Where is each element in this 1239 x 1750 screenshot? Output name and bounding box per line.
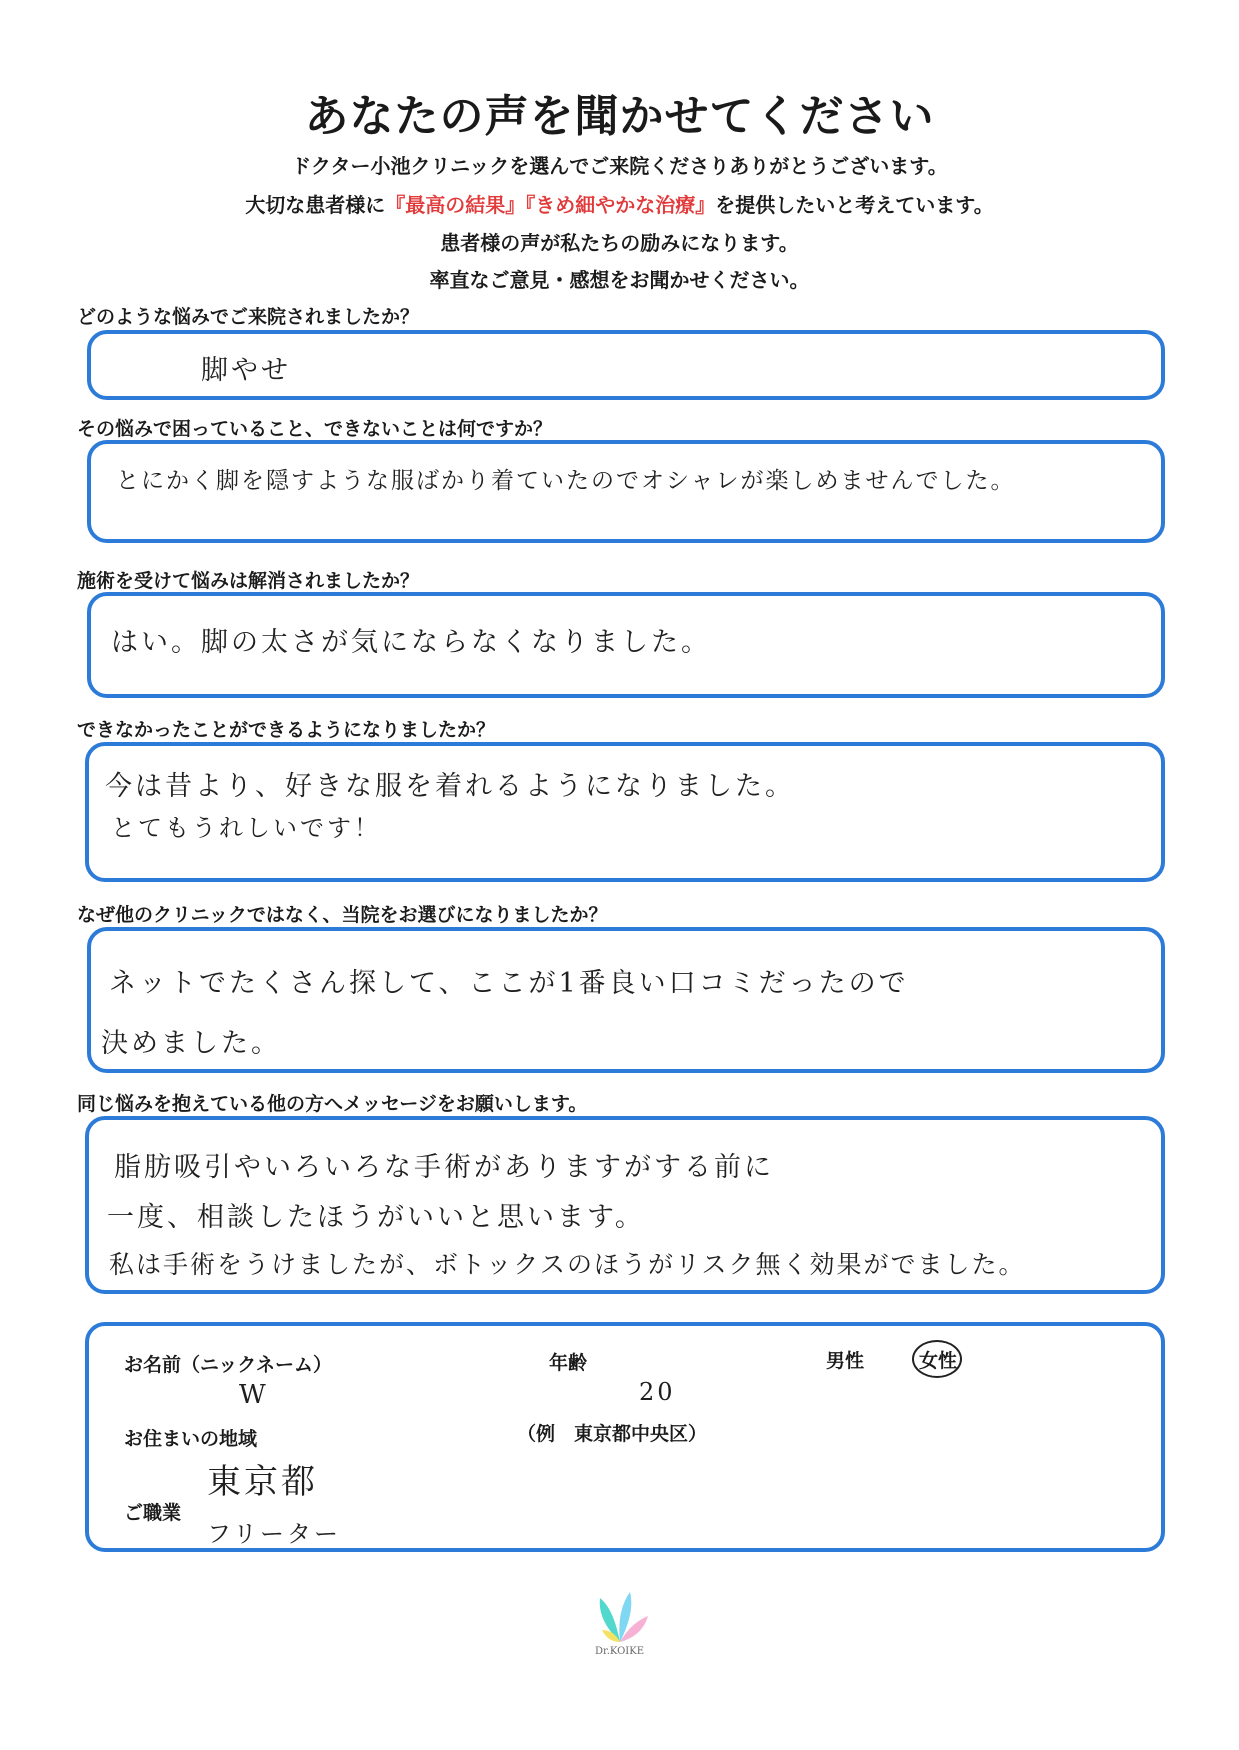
intro-line-1: ドクター小池クリニックを選んでご来院くださりありがとうございます。 [291, 154, 948, 178]
age-label: 年齢 [549, 1352, 588, 1374]
area-example: （例 東京都中央区） [517, 1423, 708, 1445]
question-4-label: できなかったことができるようになりましたか？ [77, 719, 496, 741]
question-6-label: 同じ悩みを抱えている他の方へメッセージをお願いします。 [77, 1093, 588, 1115]
name-label: お名前（ニックネーム） [124, 1354, 333, 1376]
answer-1-line-1: 脚やせ [201, 355, 291, 386]
answer-box-2 [87, 440, 1165, 543]
intro-line-2 [0, 189, 1239, 218]
answer-box-6 [85, 1116, 1165, 1294]
intro-line-4: 率直なご意見・感想をお聞かせください。 [429, 268, 810, 292]
answer-box-1 [87, 330, 1165, 400]
answer-5-line-1: ネットでたくさん探して、ここが1番良い口コミだったので [109, 968, 909, 999]
female-selected-circle [912, 1340, 962, 1378]
answer-3-line-1: はい。脚の太さが気にならなくなりました。 [111, 627, 711, 658]
male-label: 男性 [826, 1350, 865, 1372]
female-label: 女性 [919, 1350, 958, 1372]
answer-box-3 [87, 592, 1165, 698]
profile-box [85, 1322, 1165, 1552]
question-5-label: なぜ他のクリニックではなく、当院をお選びになりましたか？ [77, 904, 608, 926]
answer-box-5 [87, 927, 1165, 1073]
question-2-label: その悩みで困っていること、できないことは何ですか？ [77, 418, 553, 440]
intro-line-2-post: を提供したいと考えています。 [715, 193, 994, 217]
intro-line-3: 患者様の声が私たちの励みになります。 [440, 231, 799, 255]
answer-5-line-2: 決めました。 [101, 1028, 281, 1059]
answer-6-line-2: 一度、相談したほうがいいと思います。 [107, 1202, 645, 1233]
answer-6-line-3: 私は手術をうけましたが、ボトックスのほうがリスク無く効果がでました。 [109, 1250, 1026, 1279]
answer-2-line-1: とにかく脚を隠すような服ばかり着ていたのでオシャレが楽しめませんでした。 [116, 468, 1016, 494]
age-value: 20 [639, 1378, 676, 1406]
job-label: ご職業 [124, 1502, 182, 1524]
answer-6-line-1: 脂肪吸引やいろいろな手術がありますがする前に [114, 1152, 774, 1183]
name-value: W [239, 1380, 269, 1410]
question-1-label: どのような悩みでご来院されましたか？ [77, 306, 420, 328]
page-title: あなたの声を聞かせてください [304, 91, 935, 142]
intro-line-2-pre: 大切な患者様に [245, 193, 386, 217]
job-value: フリーター [207, 1520, 342, 1548]
answer-box-4 [85, 742, 1165, 882]
area-label: お住まいの地域 [124, 1428, 258, 1450]
logo-text: Dr.KOIKE [595, 1646, 644, 1657]
dr-koike-logo-icon [590, 1586, 650, 1646]
answer-4-line-1: 今は昔より、好きな服を着れるようになりました。 [105, 771, 795, 802]
area-value: 東京都 [207, 1462, 318, 1502]
answer-4-line-2: とてもうれしいです！ [111, 814, 381, 842]
question-3-label: 施術を受けて悩みは解消されましたか？ [77, 570, 420, 592]
intro-line-2-highlight: 『最高の結果』『きめ細やかな治療』 [385, 193, 716, 217]
